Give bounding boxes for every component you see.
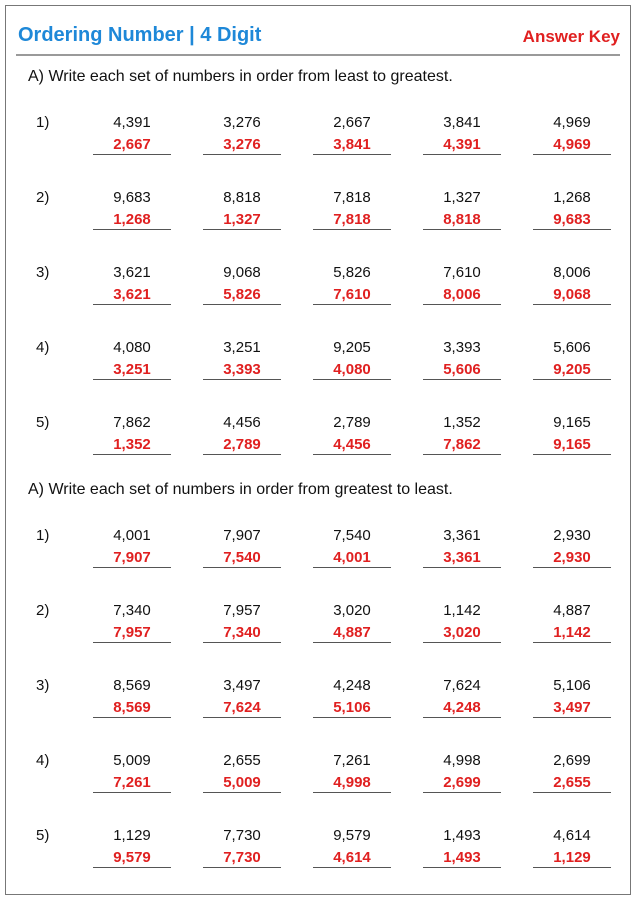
answer-line [203, 717, 281, 718]
number-cell [532, 677, 612, 718]
number-cell [422, 677, 502, 718]
problem-row [6, 189, 632, 239]
answer-line [93, 867, 171, 868]
answer-number: 2,655 [553, 774, 591, 791]
given-number: 9,579 [333, 827, 371, 844]
given-number: 7,818 [333, 189, 371, 206]
given-number: 5,106 [553, 677, 591, 694]
answer-number: 7,624 [223, 699, 261, 716]
answer-number: 7,610 [333, 286, 371, 303]
given-number: 4,248 [333, 677, 371, 694]
given-number: 7,261 [333, 752, 371, 769]
answer-number: 8,006 [443, 286, 481, 303]
section-instruction: A) Write each set of numbers in order from greatest to least. [28, 481, 453, 498]
given-number: 3,251 [223, 339, 261, 356]
problem-number: 5) [36, 827, 50, 844]
number-cell [532, 264, 612, 305]
answer-number: 9,579 [113, 849, 151, 866]
answer-number: 3,393 [223, 361, 261, 378]
number-cell [422, 414, 502, 455]
given-number: 3,361 [443, 527, 481, 544]
problem-row [6, 677, 632, 727]
number-cell [202, 602, 282, 643]
given-number: 9,068 [223, 264, 261, 281]
number-cell [312, 527, 392, 568]
problem-row [6, 827, 632, 877]
section-instruction: A) Write each set of numbers in order from least to greatest. [28, 68, 453, 85]
worksheet-header [16, 20, 620, 56]
given-number: 9,205 [333, 339, 371, 356]
number-cell [92, 527, 172, 568]
given-number: 8,569 [113, 677, 151, 694]
given-number: 5,606 [553, 339, 591, 356]
answer-key-label: Answer Key [522, 27, 620, 46]
number-cell [422, 752, 502, 793]
number-cell [312, 189, 392, 230]
number-cell [532, 752, 612, 793]
problem-number: 3) [36, 264, 50, 281]
answer-line [93, 229, 171, 230]
answer-number: 4,998 [333, 774, 371, 791]
answer-line [423, 379, 501, 380]
number-cell [92, 189, 172, 230]
answer-line [313, 154, 391, 155]
problem-number: 3) [36, 677, 50, 694]
answer-number: 3,020 [443, 624, 481, 641]
given-number: 2,789 [333, 414, 371, 431]
number-cell [312, 114, 392, 155]
answer-number: 1,327 [223, 211, 261, 228]
given-number: 5,009 [113, 752, 151, 769]
answer-line [313, 379, 391, 380]
number-cell [312, 339, 392, 380]
answer-number: 1,493 [443, 849, 481, 866]
answer-number: 1,352 [113, 436, 151, 453]
number-cell [312, 827, 392, 868]
answer-number: 4,001 [333, 549, 371, 566]
answer-line [93, 304, 171, 305]
given-number: 4,614 [553, 827, 591, 844]
number-cell [422, 264, 502, 305]
number-cell [202, 677, 282, 718]
answer-line [93, 642, 171, 643]
number-cell [202, 339, 282, 380]
number-cell [422, 114, 502, 155]
answer-line [203, 567, 281, 568]
problem-row [6, 752, 632, 802]
problem-number: 1) [36, 114, 50, 131]
answer-number: 2,699 [443, 774, 481, 791]
answer-line [423, 567, 501, 568]
number-cell [532, 827, 612, 868]
answer-line [423, 867, 501, 868]
answer-number: 3,621 [113, 286, 151, 303]
given-number: 1,493 [443, 827, 481, 844]
answer-number: 4,969 [553, 136, 591, 153]
given-number: 1,352 [443, 414, 481, 431]
problem-row [6, 414, 632, 464]
answer-number: 2,789 [223, 436, 261, 453]
answer-number: 3,497 [553, 699, 591, 716]
given-number: 1,129 [113, 827, 151, 844]
answer-line [203, 229, 281, 230]
number-cell [202, 264, 282, 305]
given-number: 7,610 [443, 264, 481, 281]
answer-line [203, 642, 281, 643]
answer-line [533, 229, 611, 230]
answer-line [203, 304, 281, 305]
given-number: 1,327 [443, 189, 481, 206]
number-cell [422, 602, 502, 643]
problem-number: 5) [36, 414, 50, 431]
answer-number: 2,667 [113, 136, 151, 153]
answer-number: 1,268 [113, 211, 151, 228]
answer-line [93, 717, 171, 718]
given-number: 9,165 [553, 414, 591, 431]
problem-row [6, 339, 632, 389]
answer-number: 4,080 [333, 361, 371, 378]
problem-row [6, 602, 632, 652]
answer-line [533, 567, 611, 568]
problem-row [6, 114, 632, 164]
given-number: 4,998 [443, 752, 481, 769]
problem-number: 1) [36, 527, 50, 544]
answer-line [313, 229, 391, 230]
answer-line [313, 642, 391, 643]
problem-row [6, 527, 632, 577]
answer-number: 3,361 [443, 549, 481, 566]
given-number: 1,268 [553, 189, 591, 206]
answer-number: 3,276 [223, 136, 261, 153]
answer-number: 7,340 [223, 624, 261, 641]
number-cell [532, 527, 612, 568]
number-cell [202, 827, 282, 868]
given-number: 7,957 [223, 602, 261, 619]
answer-line [203, 792, 281, 793]
answer-line [93, 379, 171, 380]
answer-line [313, 867, 391, 868]
worksheet [5, 5, 631, 895]
number-cell [92, 677, 172, 718]
answer-number: 4,456 [333, 436, 371, 453]
answer-line [203, 379, 281, 380]
problem-number: 4) [36, 339, 50, 356]
number-cell [92, 264, 172, 305]
answer-line [533, 642, 611, 643]
given-number: 7,862 [113, 414, 151, 431]
answer-number: 3,251 [113, 361, 151, 378]
answer-number: 7,957 [113, 624, 151, 641]
given-number: 2,667 [333, 114, 371, 131]
problem-number: 2) [36, 602, 50, 619]
answer-number: 9,068 [553, 286, 591, 303]
given-number: 3,621 [113, 264, 151, 281]
page-title: Ordering Number | 4 Digit [18, 24, 262, 46]
number-cell [532, 114, 612, 155]
number-cell [422, 827, 502, 868]
given-number: 7,540 [333, 527, 371, 544]
number-cell [532, 602, 612, 643]
answer-line [423, 454, 501, 455]
number-cell [202, 189, 282, 230]
given-number: 9,683 [113, 189, 151, 206]
given-number: 1,142 [443, 602, 481, 619]
answer-line [423, 154, 501, 155]
answer-line [423, 792, 501, 793]
answer-number: 4,887 [333, 624, 371, 641]
answer-number: 7,862 [443, 436, 481, 453]
answer-line [533, 304, 611, 305]
number-cell [312, 752, 392, 793]
number-cell [312, 602, 392, 643]
answer-number: 5,606 [443, 361, 481, 378]
answer-line [533, 867, 611, 868]
number-cell [202, 114, 282, 155]
number-cell [92, 414, 172, 455]
answer-line [313, 304, 391, 305]
answer-line [313, 454, 391, 455]
answer-number: 7,818 [333, 211, 371, 228]
given-number: 3,276 [223, 114, 261, 131]
number-cell [202, 527, 282, 568]
answer-number: 9,205 [553, 361, 591, 378]
answer-number: 7,540 [223, 549, 261, 566]
given-number: 4,080 [113, 339, 151, 356]
answer-number: 5,106 [333, 699, 371, 716]
answer-number: 9,683 [553, 211, 591, 228]
number-cell [422, 189, 502, 230]
answer-number: 9,165 [553, 436, 591, 453]
given-number: 2,930 [553, 527, 591, 544]
given-number: 4,456 [223, 414, 261, 431]
number-cell [312, 264, 392, 305]
given-number: 4,001 [113, 527, 151, 544]
given-number: 3,020 [333, 602, 371, 619]
given-number: 7,624 [443, 677, 481, 694]
number-cell [422, 527, 502, 568]
number-cell [312, 677, 392, 718]
answer-line [533, 379, 611, 380]
number-cell [312, 414, 392, 455]
number-cell [92, 602, 172, 643]
number-cell [532, 414, 612, 455]
problem-number: 2) [36, 189, 50, 206]
given-number: 4,969 [553, 114, 591, 131]
given-number: 7,340 [113, 602, 151, 619]
answer-number: 7,261 [113, 774, 151, 791]
answer-number: 8,569 [113, 699, 151, 716]
given-number: 3,841 [443, 114, 481, 131]
answer-number: 5,009 [223, 774, 261, 791]
given-number: 7,907 [223, 527, 261, 544]
problem-number: 4) [36, 752, 50, 769]
answer-line [423, 229, 501, 230]
given-number: 5,826 [333, 264, 371, 281]
number-cell [532, 189, 612, 230]
answer-line [93, 567, 171, 568]
given-number: 4,887 [553, 602, 591, 619]
given-number: 2,655 [223, 752, 261, 769]
number-cell [532, 339, 612, 380]
answer-line [533, 154, 611, 155]
number-cell [422, 339, 502, 380]
answer-number: 4,391 [443, 136, 481, 153]
answer-number: 5,826 [223, 286, 261, 303]
given-number: 8,006 [553, 264, 591, 281]
answer-number: 4,614 [333, 849, 371, 866]
answer-line [313, 717, 391, 718]
answer-line [423, 304, 501, 305]
answer-line [423, 642, 501, 643]
answer-line [533, 454, 611, 455]
answer-number: 4,248 [443, 699, 481, 716]
answer-line [423, 717, 501, 718]
answer-line [203, 454, 281, 455]
answer-number: 8,818 [443, 211, 481, 228]
given-number: 3,393 [443, 339, 481, 356]
answer-line [203, 867, 281, 868]
number-cell [92, 752, 172, 793]
answer-number: 3,841 [333, 136, 371, 153]
number-cell [92, 114, 172, 155]
answer-number: 2,930 [553, 549, 591, 566]
number-cell [92, 827, 172, 868]
given-number: 8,818 [223, 189, 261, 206]
number-cell [202, 414, 282, 455]
answer-line [533, 792, 611, 793]
given-number: 3,497 [223, 677, 261, 694]
problem-row [6, 264, 632, 314]
given-number: 7,730 [223, 827, 261, 844]
answer-number: 1,142 [553, 624, 591, 641]
answer-line [313, 792, 391, 793]
number-cell [202, 752, 282, 793]
number-cell [92, 339, 172, 380]
answer-number: 7,730 [223, 849, 261, 866]
given-number: 2,699 [553, 752, 591, 769]
answer-line [93, 154, 171, 155]
answer-line [313, 567, 391, 568]
answer-number: 7,907 [113, 549, 151, 566]
answer-line [533, 717, 611, 718]
answer-number: 1,129 [553, 849, 591, 866]
given-number: 4,391 [113, 114, 151, 131]
answer-line [93, 792, 171, 793]
answer-line [203, 154, 281, 155]
answer-line [93, 454, 171, 455]
